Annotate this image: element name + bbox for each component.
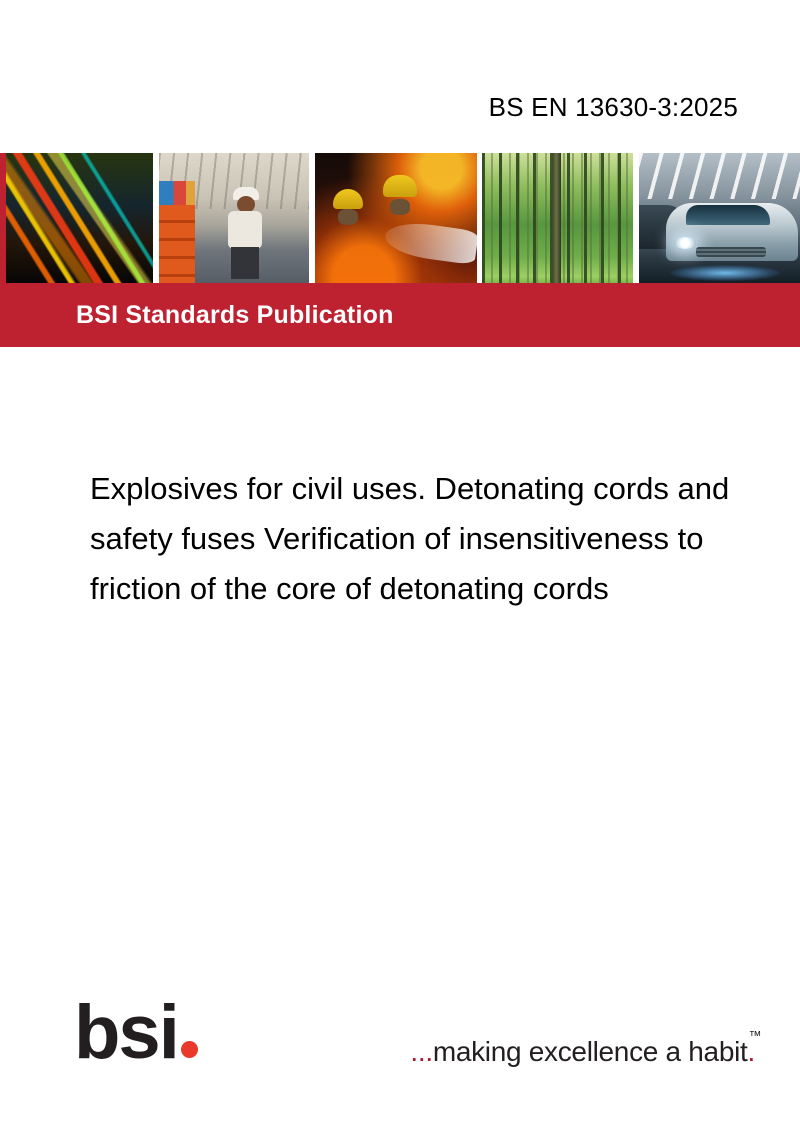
photo-warehouse-worker [159,153,309,283]
firefighter-face-shape [390,199,410,215]
publication-title [90,464,790,614]
orange-crates-shape [159,205,195,283]
bsi-logo-red-dot-icon [181,1041,198,1058]
trademark-symbol: ™ [748,1028,762,1043]
car-body-shape [666,203,798,261]
car-windshield-shape [686,205,770,225]
worker-torso-shape [228,211,262,249]
car-grille-shape [696,247,766,257]
red-banner [0,283,800,347]
tagline-period-tm [747,1028,765,1068]
bsi-tagline [410,1028,765,1068]
firefighter-helmet-shape [333,189,363,209]
stacked-crates-shape [159,181,195,205]
bsi-logo-text: bsi [74,990,178,1075]
photo-firefighters [315,153,477,283]
car-underglow-shape [670,265,780,281]
title-line-2: safety fuses Verification of insensitiveness to [90,521,704,556]
car-headlight-shape [674,237,696,249]
photo-forest [482,153,633,283]
water-spray-shape [383,219,477,265]
standard-number: BS EN 13630-3:2025 [488,92,738,122]
worker-figure [221,187,269,279]
firefighter-helmet-shape [383,175,417,197]
bsi-logo [74,990,198,1075]
firefighter-face-shape [338,209,358,225]
photo-light-trails [6,153,153,283]
tree-trunk-shape [552,153,561,283]
photo-strip [0,153,800,283]
title-line-3: friction of the core of detonating cords [90,571,609,606]
banner-title: BSI Standards Publication [76,300,394,329]
tagline-period: . [747,1036,755,1067]
tagline-text: making excellence a habit [432,1036,748,1067]
photo-car-assembly [639,153,800,283]
title-line-1: Explosives for civil uses. Detonating cords and [90,471,730,506]
worker-legs-shape [231,247,259,279]
tagline-ellipsis: ... [410,1036,433,1067]
factory-lights-shape [639,153,800,199]
